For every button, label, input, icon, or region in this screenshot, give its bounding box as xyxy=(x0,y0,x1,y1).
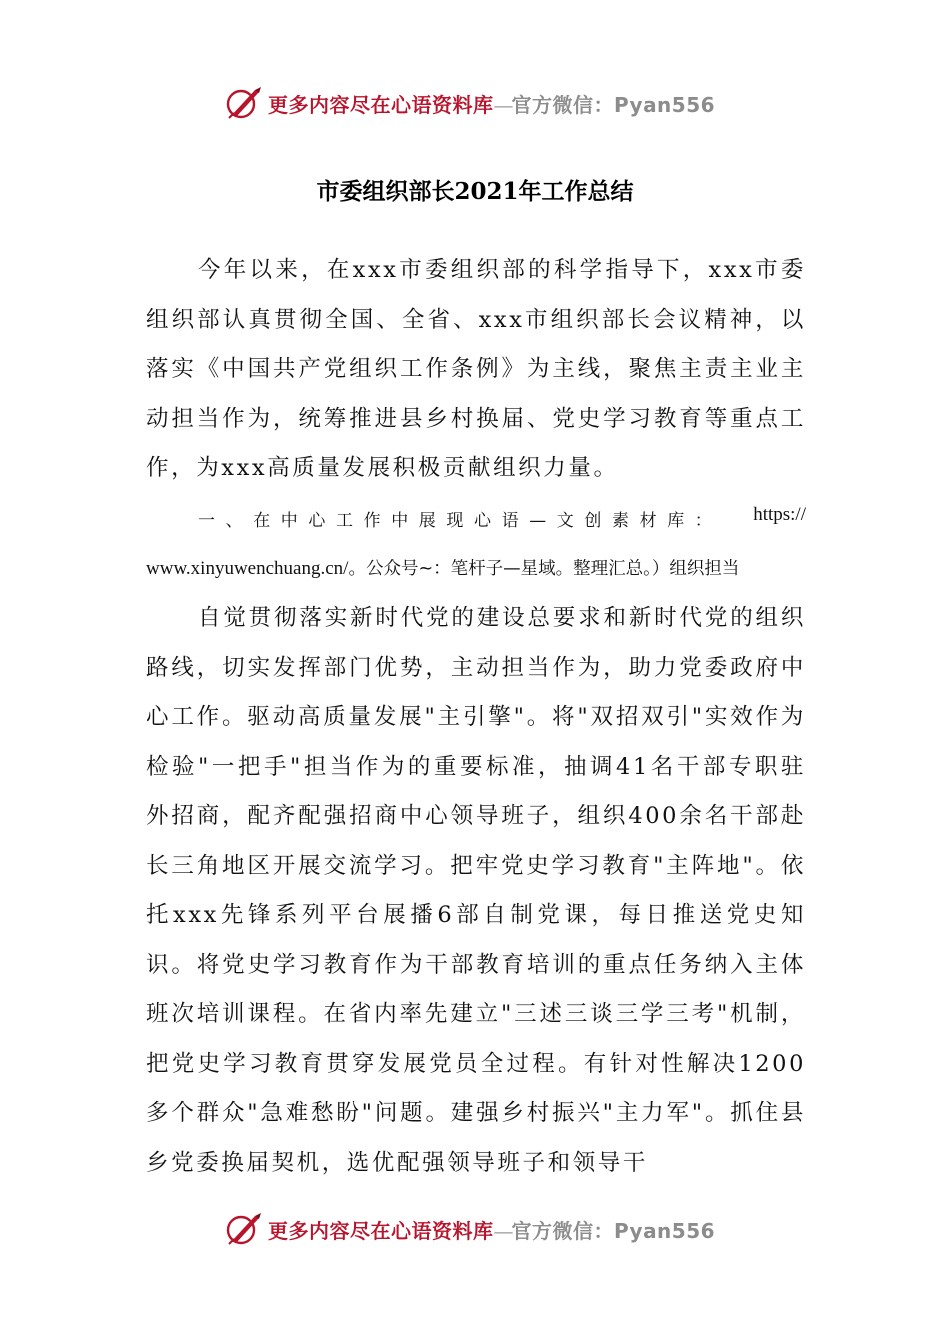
document-title: 市委组织部长2021年工作总结 xyxy=(316,178,634,205)
section-heading-url-start: https:// xyxy=(753,504,806,525)
watermark-banner-bottom xyxy=(0,1204,950,1254)
section-heading-tail: 。公众号~：笔杆子—星域。整理汇总。）组织担当 xyxy=(348,559,740,579)
watermark-text xyxy=(268,1215,715,1244)
section-heading-line2 xyxy=(146,555,806,585)
paragraph-organization: 自觉贯彻落实新时代党的建设总要求和新时代党的组织路线，切实发挥部门优势，主动担当作为，助力党委政府中心工作。驱动高质量发展"主引擎"。将"双招双引"实效作为检验"一把手"担当作为的重要标准，抽调41名干部专职驻外招商，配齐配强招商中心领导班子，组织400余名干部赴长三角地区开展交流学习。把牢党史学习教育"主阵地"。依托xxx先锋系列平台展播6部自制党课，每日推送党史知识。将党史学习教育作为干部教育培训的重点任务纳入主体班次培训课程。在省内率先建立"三述三谈三学三考"机制，把党史学习教育贯穿发展党员全过程。有针对性解决1200多个群众"急难愁盼"问题。建强乡村振兴"主力军"。抓住县乡党委换届契机，选优配强领导班子和领导干 xyxy=(146,605,806,1176)
quill-pen-circle-icon xyxy=(225,1212,263,1246)
paragraph-intro: 今年以来，在xxx市委组织部的科学指导下，xxx市委组织部认真贯彻全国、全省、xxx市组织部长会议精神，以落实《中国共产党组织工作条例》为主线，聚焦主责主业主动担当作为，统筹推进县乡村换届、党史学习教育等重点工作，为xxx高质量发展积极贡献组织力量。 xyxy=(146,257,806,481)
watermark-banner-top xyxy=(0,78,950,128)
watermark-tail: 官方微信：Pyan556 xyxy=(511,93,716,117)
section-heading-line1 xyxy=(146,504,806,534)
watermark-text xyxy=(268,89,715,118)
watermark-dash: — xyxy=(493,1219,512,1243)
watermark-tail: 官方微信：Pyan556 xyxy=(511,1219,716,1243)
section-heading-url-end: www.xinyuwenchuang.cn/ xyxy=(146,558,349,579)
quill-pen-circle-icon xyxy=(225,86,263,120)
watermark-dash: — xyxy=(493,93,512,117)
section-heading-text: 一、在中心工作中展现心语—文创素材库： xyxy=(198,511,723,531)
watermark-lead: 更多内容尽在心语资料库 xyxy=(268,93,494,117)
watermark-lead: 更多内容尽在心语资料库 xyxy=(268,1219,494,1243)
